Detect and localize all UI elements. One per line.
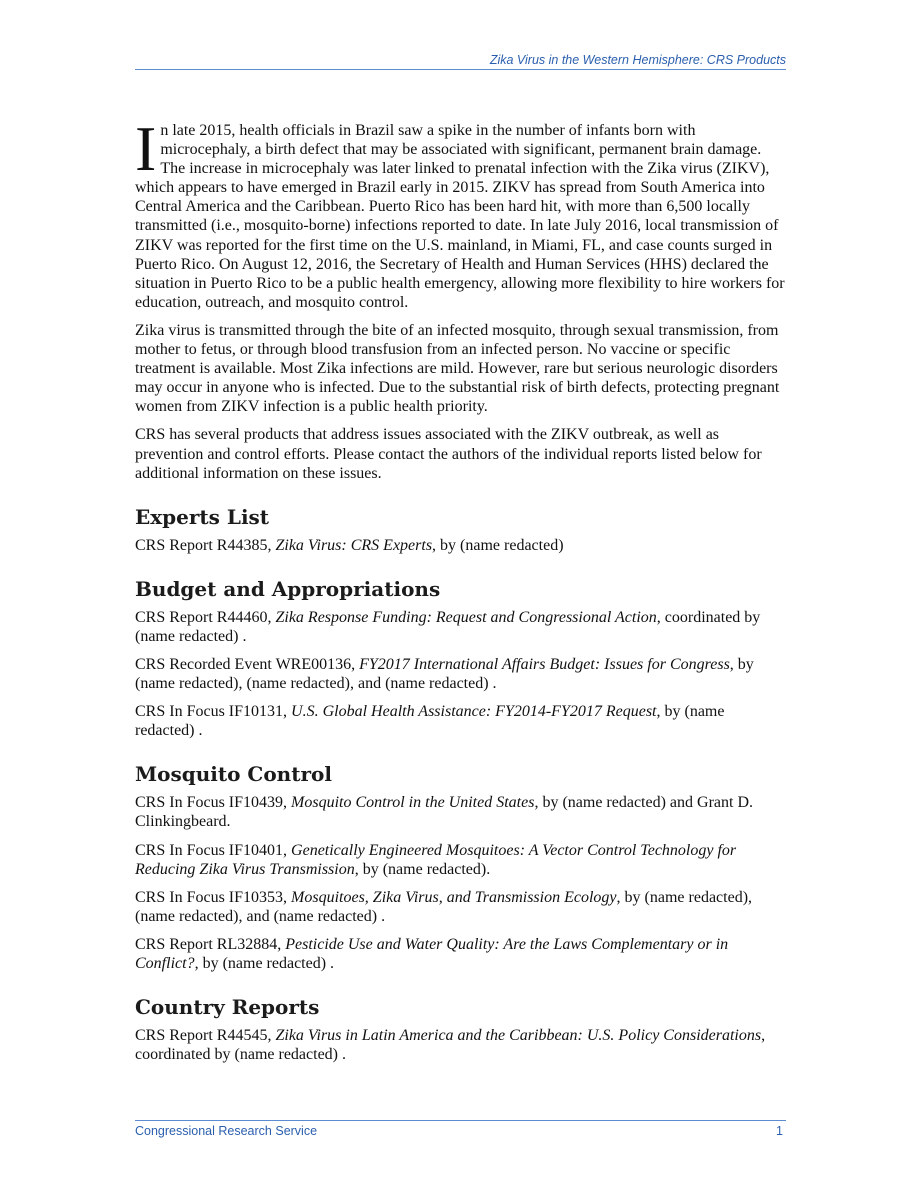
citation-title: Mosquitoes, Zika Virus, and Transmission Ecology — [291, 888, 617, 906]
citation-title: FY2017 International Affairs Budget: Issues for Congress — [359, 655, 730, 673]
header-rule — [135, 69, 786, 70]
citation-authors: , by (name redacted) and Grant D. Clinkingbeard. — [135, 794, 754, 831]
citation-title: Zika Response Funding: Request and Congressional Action — [275, 608, 657, 626]
citation-authors: , by (name redacted), (name redacted), and (name redacted) . — [135, 888, 753, 925]
citation — [135, 702, 786, 740]
citation — [135, 935, 786, 973]
citation-report-id: CRS In Focus IF10401, — [135, 841, 292, 859]
citation-authors: , by (name redacted) . — [135, 703, 725, 740]
citation-title: Pesticide Use and Water Quality: Are the Laws Complementary or in Conflict? — [135, 935, 729, 972]
section-heading-country-reports: Country Reports — [135, 995, 320, 1020]
citation-report-id: CRS In Focus IF10439, — [135, 794, 292, 812]
citation-report-id: CRS Report R44545, — [135, 1027, 276, 1045]
citation — [135, 793, 786, 831]
intro-paragraph-1 — [135, 113, 786, 312]
footer-organization: Congressional Research Service — [135, 1124, 318, 1138]
citation-title: U.S. Global Health Assistance: FY2014-FY2017 Request — [291, 703, 657, 721]
citation-title: Mosquito Control in the United States — [291, 794, 535, 812]
footer-rule — [135, 1120, 786, 1121]
running-header-title: Zika Virus in the Western Hemisphere: CRS Products — [489, 53, 786, 67]
citation-report-id: CRS Report RL32884, — [135, 935, 286, 953]
section-heading-mosquito-control: Mosquito Control — [135, 762, 332, 787]
citation-report-id: CRS In Focus IF10131, — [135, 703, 292, 721]
citation — [135, 608, 786, 646]
citation-authors: , by (name redacted). — [354, 860, 491, 878]
citation-title: Genetically Engineered Mosquitoes: A Vector Control Technology for Reducing Zika Virus Transmission — [135, 841, 737, 878]
intro-paragraph-3: CRS has several products that address issues associated with the ZIKV outbreak, as well as prevention and control efforts. Please contact the authors of the individual reports listed below for additional information on these issues. — [135, 426, 762, 482]
citation — [135, 655, 786, 693]
intro-paragraph-2: Zika virus is transmitted through the bite of an infected mosquito, through sexual transmission, from mother to fetus, or through blood transfusion from an infected person. No vaccine or specific treatment is available. Most Zika infections are mild. However, rare but serious neurologic disorders may occur in anyone who is infected. Due to the substantial risk of birth defects, protecting pregnant women from ZIKV infection is a public health priority. — [135, 321, 780, 416]
citation-title: Zika Virus in Latin America and the Caribbean: U.S. Policy Considerations — [275, 1027, 762, 1045]
citation-authors: , by (name redacted) . — [194, 955, 335, 972]
citation-authors: , by (name redacted) — [432, 536, 564, 554]
citation — [135, 536, 786, 555]
citation-authors: , by (name redacted), (name redacted), and (name redacted) . — [135, 655, 754, 693]
page-number: 1 — [776, 1124, 783, 1138]
citation-report-id: CRS In Focus IF10353, — [135, 888, 292, 906]
citation-authors: , coordinated by (name redacted) . — [135, 1027, 766, 1064]
drop-cap: I — [135, 113, 157, 184]
citation-report-id: CRS Report R44460, — [135, 608, 276, 626]
section-heading-experts: Experts List — [135, 504, 270, 529]
intro-paragraph-1-text: n late 2015, health officials in Brazil saw a spike in the number of infants born with microcephaly, a birth defect that may be associated with significant, permanent brain damage. The increase in microcephaly was later linked to prenatal infection with the Zika virus (ZIKV), which appears to have emerged in Brazil early in 2015. ZIKV has spread from South America into Central America and the Caribbean. Puerto Rico has been hard hit, with more than 6,500 locally transmitted (i.e., mosquito-borne) infections reported to date. In late July 2016, local transmission of ZIKV was reported for the first time on the U.S. mainland, in Miami, FL, and case counts surged in Puerto Rico. On August 12, 2016, the Secretary of Health and Human Services (HHS) declared the situation in Puerto Rico to be a public health emergency, allowing more flexibility to hire workers for education, outreach, and mosquito control. — [135, 122, 785, 311]
citation — [135, 1026, 786, 1064]
citation-report-id: CRS Recorded Event WRE00136, — [135, 655, 360, 673]
citation — [135, 841, 786, 879]
citation-title: Zika Virus: CRS Experts — [275, 536, 433, 554]
section-heading-budget: Budget and Appropriations — [135, 576, 441, 601]
citation — [135, 888, 786, 926]
citation-authors: , coordinated by (name redacted) . — [135, 608, 761, 645]
citation-report-id: CRS Report R44385, — [135, 536, 276, 554]
page-body — [135, 113, 786, 1073]
